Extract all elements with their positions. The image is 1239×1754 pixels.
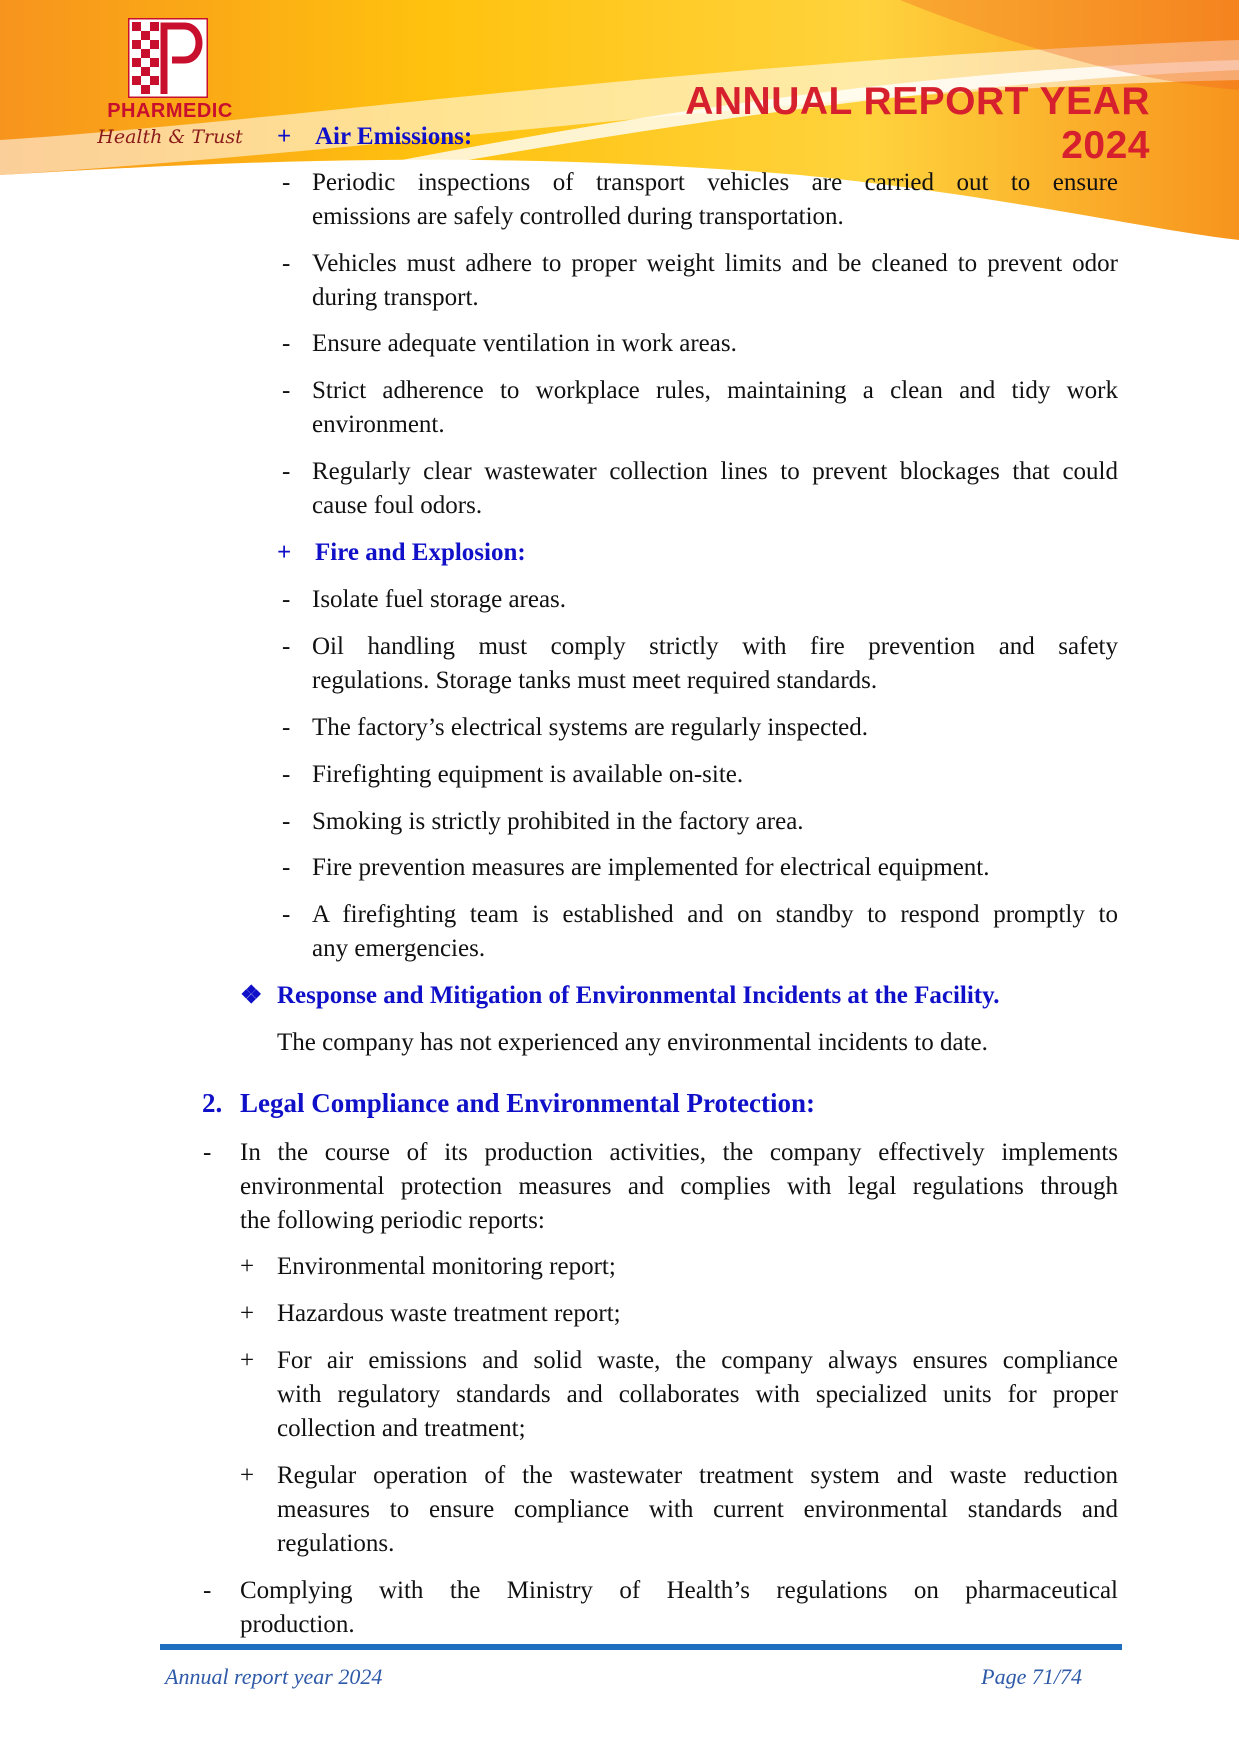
dash-bullet: - bbox=[282, 854, 291, 881]
list-item-line: Fire prevention measures are implemented for electrical equipment. bbox=[312, 854, 990, 881]
list-item-line: Isolate fuel storage areas. bbox=[312, 586, 567, 613]
list-item-line: For air emissions and solid waste, the company always ensures compliance bbox=[277, 1347, 1118, 1374]
list-item-line: Vehicles must adhere to proper weight limits and be cleaned to prevent odor bbox=[312, 250, 1118, 277]
list-item-line: The factory’s electrical systems are regularly inspected. bbox=[312, 714, 869, 741]
list-item-line: Hazardous waste treatment report; bbox=[277, 1300, 621, 1327]
dash-bullet: - bbox=[203, 1139, 212, 1166]
plus-bullet: + bbox=[240, 1462, 255, 1489]
list-item-line: collection and treatment; bbox=[277, 1415, 526, 1442]
list-item-line: Smoking is strictly prohibited in the factory area. bbox=[312, 808, 804, 835]
fire-explosion-heading: Fire and Explosion: bbox=[315, 539, 526, 566]
plus-bullet: + bbox=[240, 1300, 255, 1327]
paragraph-line: In the course of its production activities, the company effectively implements bbox=[240, 1139, 1118, 1166]
list-item-line: Firefighting equipment is available on-site. bbox=[312, 761, 744, 788]
list-item-line: cause foul odors. bbox=[312, 492, 483, 519]
logo-name: PHARMEDIC bbox=[107, 100, 233, 122]
list-item-line: A firefighting team is established and on standby to respond promptly to bbox=[312, 901, 1118, 928]
dash-bullet: - bbox=[282, 808, 291, 835]
dash-bullet: - bbox=[282, 761, 291, 788]
list-item-line: regulations. Storage tanks must meet required standards. bbox=[312, 667, 878, 694]
paragraph-line: production. bbox=[240, 1611, 355, 1638]
plus-bullet: + bbox=[277, 123, 292, 150]
list-item-line: Strict adherence to workplace rules, maintaining a clean and tidy work bbox=[312, 377, 1118, 404]
section-title: Legal Compliance and Environmental Protection: bbox=[240, 1088, 815, 1118]
list-item-line: measures to ensure compliance with current environmental standards and bbox=[277, 1496, 1118, 1523]
dash-bullet: - bbox=[282, 901, 291, 928]
list-item-line: emissions are safely controlled during transportation. bbox=[312, 203, 844, 230]
footer-divider bbox=[160, 1644, 1122, 1650]
paragraph-line: environmental protection measures and complies with legal regulations through bbox=[240, 1173, 1118, 1200]
plus-bullet: + bbox=[277, 539, 292, 566]
list-item-line: Oil handling must comply strictly with fire prevention and safety bbox=[312, 633, 1118, 660]
dash-bullet: - bbox=[282, 458, 291, 485]
list-item-line: any emergencies. bbox=[312, 935, 486, 962]
list-item-line: during transport. bbox=[312, 284, 479, 311]
dash-bullet: - bbox=[282, 250, 291, 277]
paragraph-line: Complying with the Ministry of Health’s regulations on pharmaceutical bbox=[240, 1577, 1118, 1604]
dash-bullet: - bbox=[282, 330, 291, 357]
plus-bullet: + bbox=[240, 1253, 255, 1280]
list-item-line: Environmental monitoring report; bbox=[277, 1253, 616, 1280]
plus-bullet: + bbox=[240, 1347, 255, 1374]
dash-bullet: - bbox=[282, 633, 291, 660]
dash-bullet: - bbox=[282, 169, 291, 196]
response-heading: Response and Mitigation of Environmental Incidents at the Facility. bbox=[277, 982, 1000, 1009]
pharmedic-logo-icon bbox=[128, 18, 208, 98]
logo-tagline: Health & Trust bbox=[97, 126, 243, 148]
air-emissions-heading: Air Emissions: bbox=[315, 123, 473, 150]
dash-bullet: - bbox=[282, 377, 291, 404]
list-item-line: Regular operation of the wastewater treatment system and waste reduction bbox=[277, 1462, 1118, 1489]
report-title: ANNUAL REPORT YEAR 2024 bbox=[685, 80, 1150, 167]
list-item-line: Ensure adequate ventilation in work areas. bbox=[312, 330, 737, 357]
page-number: Page 71/74 bbox=[981, 1664, 1082, 1689]
list-item-line: environment. bbox=[312, 411, 445, 438]
dash-bullet: - bbox=[282, 714, 291, 741]
list-item-line: with regulatory standards and collaborates with specialized units for proper bbox=[277, 1381, 1118, 1408]
dash-bullet: - bbox=[282, 586, 291, 613]
list-item-line: Periodic inspections of transport vehicles are carried out to ensure bbox=[312, 169, 1118, 196]
dash-bullet: - bbox=[203, 1577, 212, 1604]
response-text: The company has not experienced any environmental incidents to date. bbox=[277, 1029, 988, 1056]
list-item-line: Regularly clear wastewater collection lines to prevent blockages that could bbox=[312, 458, 1118, 485]
section-number: 2. bbox=[202, 1088, 223, 1118]
paragraph-line: the following periodic reports: bbox=[240, 1207, 545, 1234]
diamond-bullet-icon: ❖ bbox=[240, 982, 263, 1009]
footer-title: Annual report year 2024 bbox=[165, 1664, 383, 1689]
list-item-line: regulations. bbox=[277, 1530, 395, 1557]
